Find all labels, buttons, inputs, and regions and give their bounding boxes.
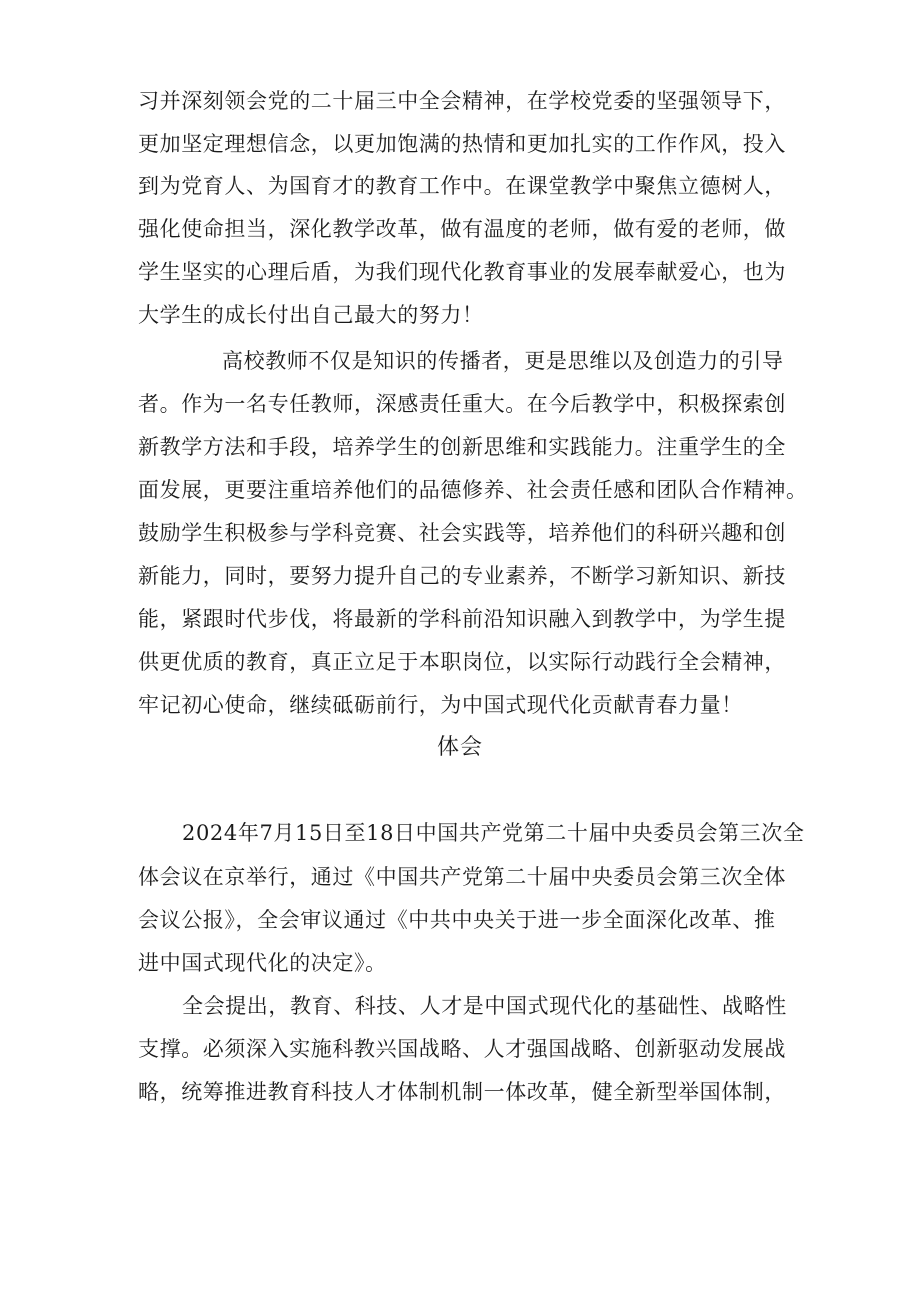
paragraph-line: 会议公报》，全会审议通过《中共中央关于进一步全面深化改革、推 [138, 908, 776, 932]
paragraph-line: 到为党育人、为国育才的教育工作中。在课堂教学中聚焦立德树人， [138, 174, 786, 198]
paragraph-line: 新教学方法和手段，培养学生的创新思维和实践能力。注重学生的全 [138, 435, 786, 459]
paragraph-line: 体会议在京举行，通过《中国共产党第二十届中央委员会第三次全体 [138, 865, 786, 889]
section-heading: 体会 [436, 735, 483, 760]
paragraph-line: 大学生的成长付出自己最大的努力！ [138, 303, 484, 327]
paragraph-line: 牢记初心使命，继续砥砺前行，为中国式现代化贡献青春力量！ [138, 693, 743, 717]
paragraph-line: 2024年7月15日至18日中国共产党第二十届中央委员会第三次全 [182, 821, 805, 845]
paragraph-line: 进中国式现代化的决定》。 [138, 951, 387, 975]
paragraph-line: 更加坚定理想信念，以更加饱满的热情和更加扎实的工作作风，投入 [138, 132, 786, 156]
paragraph-line: 全会提出，教育、科技、人才是中国式现代化的基础性、战略性 [182, 994, 787, 1018]
paragraph-line: 高校教师不仅是知识的传播者，更是思维以及创造力的引导 [222, 349, 784, 373]
paragraph-line: 支撑。必须深入实施科教兴国战略、人才强国战略、创新驱动发展战 [138, 1037, 786, 1061]
paragraph-line: 鼓励学生积极参与学科竞赛、社会实践等，培养他们的科研兴趣和创 [138, 521, 786, 545]
paragraph-line: 习并深刻领会党的二十届三中全会精神，在学校党委的坚强领导下， [138, 89, 786, 113]
paragraph-line: 供更优质的教育，真正立足于本职岗位，以实际行动践行全会精神， [138, 650, 786, 674]
paragraph-line: 学生坚实的心理后盾，为我们现代化教育事业的发展奉献爱心，也为 [138, 260, 786, 284]
paragraph-line: 者。作为一名专任教师，深感责任重大。在今后教学中，积极探索创 [138, 392, 786, 416]
paragraph-line: 面发展，更要注重培养他们的品德修养、社会责任感和团队合作精神。 [138, 478, 808, 502]
paragraph-line: 强化使命担当，深化教学改革，做有温度的老师，做有爱的老师，做 [138, 217, 786, 241]
paragraph-line: 能，紧跟时代步伐，将最新的学科前沿知识融入到教学中，为学生提 [138, 607, 786, 631]
paragraph-line: 新能力，同时，要努力提升自己的专业素养，不断学习新知识、新技 [138, 564, 786, 588]
paragraph-line: 略，统筹推进教育科技人才体制机制一体改革，健全新型举国体制， [138, 1080, 786, 1104]
